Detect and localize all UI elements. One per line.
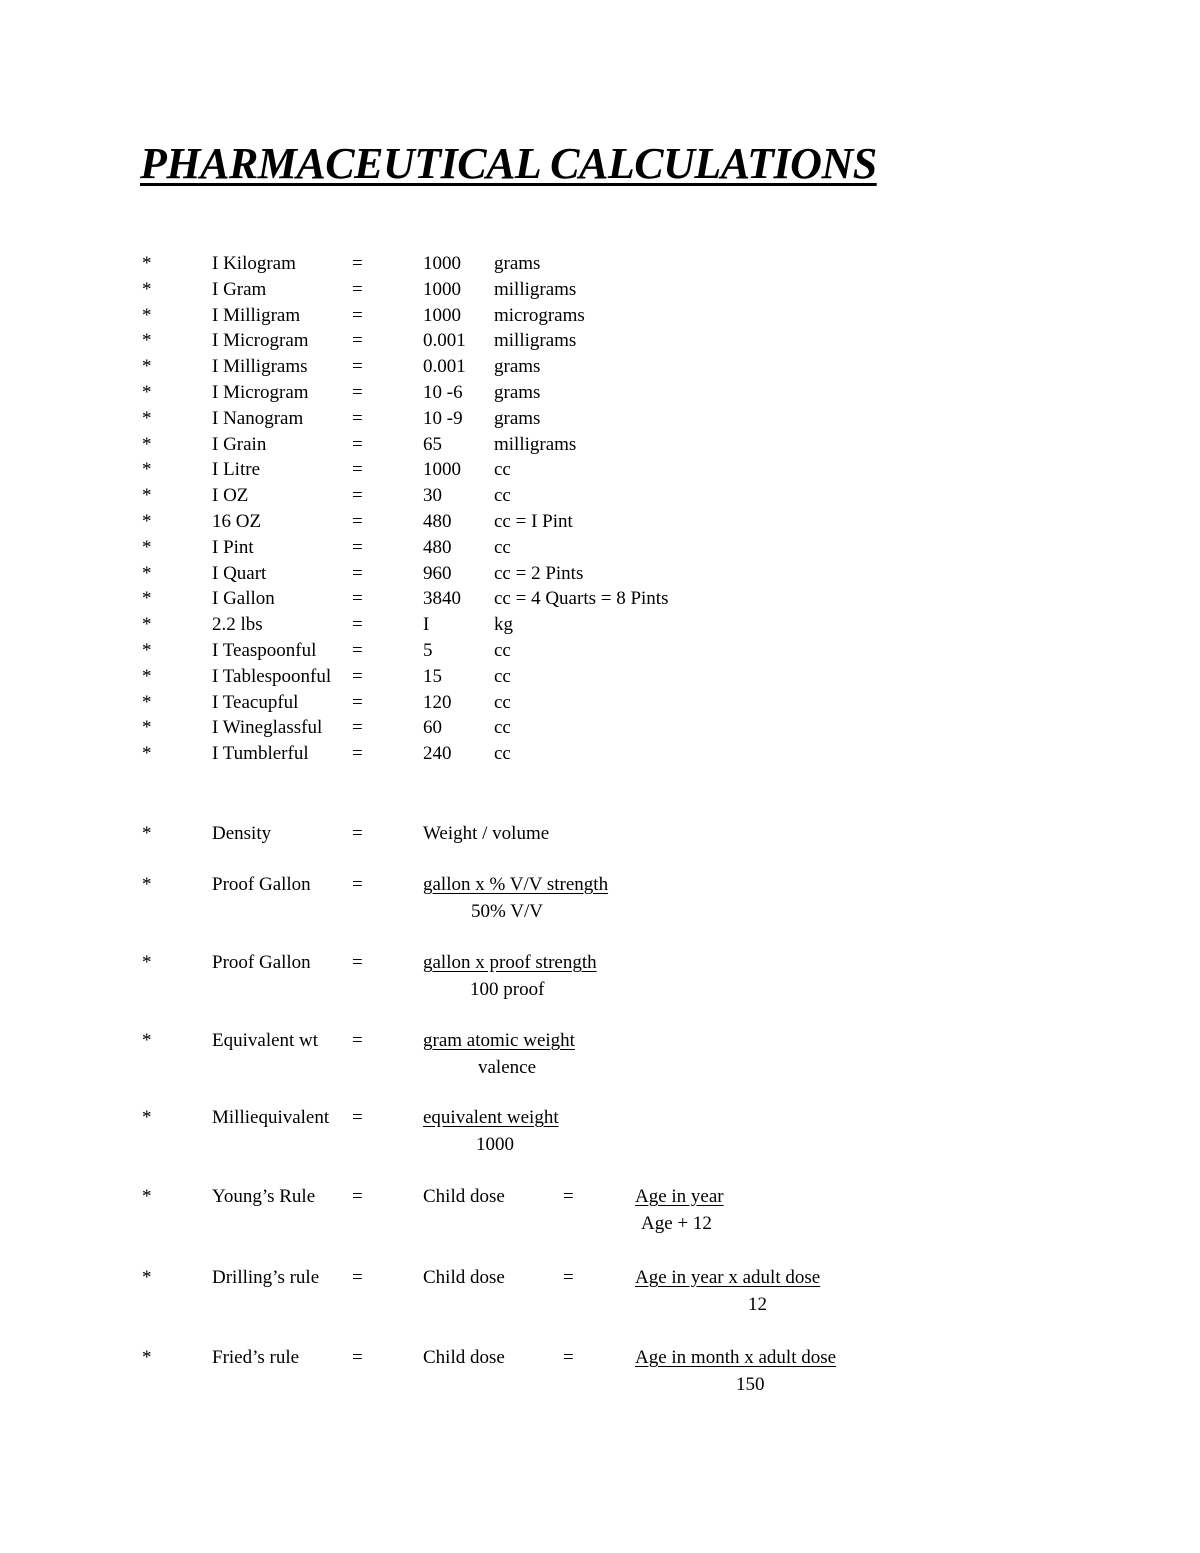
conversion-value: 65 [423, 434, 442, 455]
bullet-star: * [142, 1107, 152, 1128]
rule-numerator: Age in month x adult dose [635, 1347, 837, 1368]
bullet-star: * [142, 952, 152, 973]
equals-sign: = [563, 1267, 574, 1288]
equals-sign: = [352, 952, 363, 973]
formula-denominator: 100 proof [470, 979, 545, 1000]
equals-sign: = [352, 330, 363, 351]
conversion-lhs: I Milligrams [212, 356, 308, 377]
conversion-lhs: I Milligram [212, 305, 301, 326]
conversion-value: 120 [423, 692, 452, 713]
equals-sign: = [352, 408, 363, 429]
conversion-unit: cc [494, 640, 511, 661]
conversion-unit: grams [494, 253, 541, 274]
equals-sign: = [352, 743, 363, 764]
conversion-unit: grams [494, 408, 541, 429]
conversion-unit: grams [494, 382, 541, 403]
conversion-lhs: 16 OZ [212, 511, 262, 532]
bullet-star: * [142, 1347, 152, 1368]
bullet-star: * [142, 717, 152, 738]
conversion-lhs: I OZ [212, 485, 249, 506]
equals-sign: = [352, 279, 363, 300]
conversion-lhs: I Microgram [212, 382, 309, 403]
formula-lhs: Milliequivalent [212, 1107, 330, 1128]
bullet-star: * [142, 823, 152, 844]
equals-sign: = [352, 588, 363, 609]
bullet-star: * [142, 874, 152, 895]
conversion-value: 3840 [423, 588, 461, 609]
bullet-star: * [142, 666, 152, 687]
rule-child-dose: Child dose [423, 1347, 505, 1368]
equals-sign: = [352, 666, 363, 687]
rule-lhs: Drilling’s rule [212, 1267, 320, 1288]
equals-sign: = [352, 305, 363, 326]
conversion-value: I [423, 614, 430, 635]
bullet-star: * [142, 614, 152, 635]
conversion-lhs: I Pint [212, 537, 254, 558]
bullet-star: * [142, 330, 152, 351]
conversion-value: 1000 [423, 253, 461, 274]
equals-sign: = [563, 1347, 574, 1368]
bullet-star: * [142, 511, 152, 532]
conversion-value: 30 [423, 485, 442, 506]
formula-denominator: valence [478, 1057, 537, 1078]
conversion-lhs: I Teaspoonful [212, 640, 317, 661]
equals-sign: = [352, 1347, 363, 1368]
bullet-star: * [142, 537, 152, 558]
bullet-star: * [142, 1267, 152, 1288]
rule-child-dose: Child dose [423, 1186, 505, 1207]
bullet-star: * [142, 434, 152, 455]
equals-sign: = [352, 537, 363, 558]
equals-sign: = [563, 1186, 574, 1207]
equals-sign: = [352, 874, 363, 895]
bullet-star: * [142, 588, 152, 609]
conversion-lhs: I Wineglassful [212, 717, 323, 738]
equals-sign: = [352, 717, 363, 738]
bullet-star: * [142, 459, 152, 480]
conversion-unit: grams [494, 356, 541, 377]
bullet-star: * [142, 485, 152, 506]
conversion-value: 960 [423, 563, 452, 584]
formula-lhs: Proof Gallon [212, 952, 311, 973]
conversion-value: 240 [423, 743, 452, 764]
conversion-lhs: I Tumblerful [212, 743, 309, 764]
bullet-star: * [142, 1186, 152, 1207]
equals-sign: = [352, 485, 363, 506]
formula-denominator: 1000 [476, 1134, 514, 1155]
conversion-lhs: I Microgram [212, 330, 309, 351]
bullet-star: * [142, 1030, 152, 1051]
conversion-value: 480 [423, 511, 452, 532]
bullet-star: * [142, 692, 152, 713]
rule-numerator: Age in year x adult dose [635, 1267, 821, 1288]
equals-sign: = [352, 563, 363, 584]
conversion-lhs: 2.2 lbs [212, 614, 263, 635]
equals-sign: = [352, 434, 363, 455]
bullet-star: * [142, 305, 152, 326]
equals-sign: = [352, 692, 363, 713]
conversion-value: 0.001 [423, 330, 466, 351]
conversion-unit: kg [494, 614, 513, 635]
bullet-star: * [142, 408, 152, 429]
equals-sign: = [352, 1107, 363, 1128]
rule-lhs: Young’s Rule [212, 1186, 316, 1207]
conversion-unit: cc [494, 666, 511, 687]
rule-denominator: 12 [748, 1294, 767, 1315]
conversion-lhs: I Litre [212, 459, 261, 480]
conversion-unit: cc [494, 537, 511, 558]
formula-lhs: Equivalent wt [212, 1030, 319, 1051]
bullet-star: * [142, 253, 152, 274]
rule-denominator: 150 [736, 1374, 765, 1395]
conversion-lhs: I Quart [212, 563, 267, 584]
equals-sign: = [352, 1030, 363, 1051]
conversion-unit: micrograms [494, 305, 585, 326]
bullet-star: * [142, 563, 152, 584]
formula-numerator: gallon x % V/V strength [423, 874, 609, 895]
bullet-star: * [142, 640, 152, 661]
conversion-value: 10 -6 [423, 382, 463, 403]
rule-lhs: Fried’s rule [212, 1347, 300, 1368]
conversion-value: 0.001 [423, 356, 466, 377]
conversion-value: 1000 [423, 279, 461, 300]
conversion-unit: cc [494, 692, 511, 713]
conversion-value: 480 [423, 537, 452, 558]
conversion-unit: cc [494, 743, 511, 764]
conversion-value: 15 [423, 666, 442, 687]
conversion-lhs: I Grain [212, 434, 267, 455]
formula-denominator: 50% V/V [471, 901, 543, 922]
bullet-star: * [142, 382, 152, 403]
equals-sign: = [352, 1267, 363, 1288]
bullet-star: * [142, 743, 152, 764]
formula-lhs: Density [212, 823, 272, 844]
rule-numerator: Age in year [635, 1186, 724, 1207]
equals-sign: = [352, 253, 363, 274]
conversion-unit: milligrams [494, 434, 577, 455]
equals-sign: = [352, 382, 363, 403]
equals-sign: = [352, 459, 363, 480]
rule-child-dose: Child dose [423, 1267, 505, 1288]
equals-sign: = [352, 1186, 363, 1207]
rule-denominator: Age + 12 [641, 1213, 712, 1234]
conversion-value: 1000 [423, 459, 461, 480]
conversion-lhs: I Gallon [212, 588, 275, 609]
conversion-lhs: I Kilogram [212, 253, 296, 274]
formula-lhs: Proof Gallon [212, 874, 311, 895]
formula-numerator: equivalent weight [423, 1107, 559, 1128]
conversion-value: 60 [423, 717, 442, 738]
equals-sign: = [352, 823, 363, 844]
equals-sign: = [352, 640, 363, 661]
conversion-unit: cc [494, 717, 511, 738]
conversion-lhs: I Tablespoonful [212, 666, 332, 687]
bullet-star: * [142, 356, 152, 377]
formula-numerator: gram atomic weight [423, 1030, 575, 1051]
bullet-star: * [142, 279, 152, 300]
conversion-unit: cc [494, 485, 511, 506]
equals-sign: = [352, 511, 363, 532]
equals-sign: = [352, 614, 363, 635]
page-title: PHARMACEUTICAL CALCULATIONS [140, 139, 877, 188]
conversion-lhs: I Nanogram [212, 408, 304, 429]
conversion-lhs: I Teacupful [212, 692, 299, 713]
conversion-unit: milligrams [494, 330, 577, 351]
conversion-unit: milligrams [494, 279, 577, 300]
formula-numerator: gallon x proof strength [423, 952, 597, 973]
conversion-unit: cc [494, 459, 511, 480]
conversion-value: 5 [423, 640, 433, 661]
formula-rhs: Weight / volume [423, 823, 550, 844]
conversion-unit: cc = 2 Pints [494, 563, 584, 584]
conversion-lhs: I Gram [212, 279, 267, 300]
conversion-value: 1000 [423, 305, 461, 326]
conversion-value: 10 -9 [423, 408, 463, 429]
equals-sign: = [352, 356, 363, 377]
conversion-unit: cc = I Pint [494, 511, 573, 532]
conversion-unit: cc = 4 Quarts = 8 Pints [494, 588, 669, 609]
